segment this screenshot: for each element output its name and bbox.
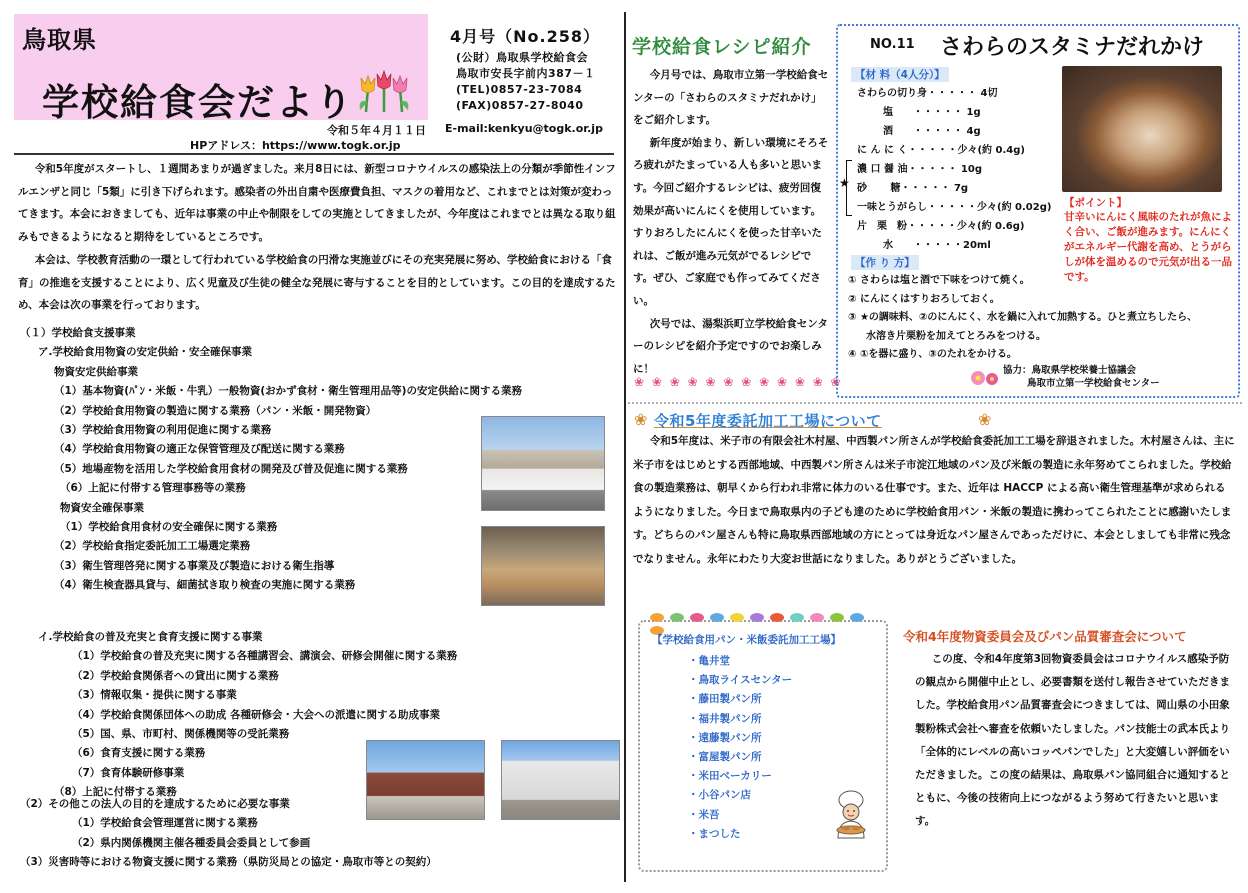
organization-info: [456, 50, 595, 114]
factory-list-item: ・小谷パン店: [688, 789, 751, 802]
point-body: 甘辛いにんにく風味のたれが魚によく合い、ご飯が進みます。にんにくがエネルギー代謝を高め、とうがらしが体を温めるので元気が出る一品です。: [1064, 211, 1232, 283]
business-subheading: ア.学校給食用物資の安定供給・安全確保事業: [38, 346, 252, 359]
org-name: (公財）鳥取県学校給食会: [456, 51, 589, 64]
org-fax: (FAX)0857-27-8040: [456, 99, 584, 112]
photo-warehouse: [481, 526, 605, 606]
business-item: （1）学校給食の普及充実に関する各種講習会、講演会、研修会開催に関する業務: [72, 650, 458, 663]
bead: [750, 613, 764, 622]
factory-paragraph: 令和5年度は、米子市の有限会社木村屋、中西製パン所さんが学校給食委託加工工場を辞退されました。木村屋さんは、主に米子市をはじめとする西部地域、中西製パン所さんは米子市淀江地域のパン及び米飯の製造に永年努めてこられました。学校給食の製造業務は、朝早くから行われ非常に体力のいる仕事です。また、近年は HACCP による高い衛生管理基準が求められるようになりました。今日まで鳥取県内の子ども達のために学校給食用パン・米飯の製造に携わってこられたことに感謝いたします。どちらのパン屋さんも特に鳥取県西部地域の方にとっては身近なパン屋さんであっただけに、本会としましても非常に残念でなりません。永年にわたり大変お世話になりました。ありがとうございました。: [633, 435, 1235, 565]
business-item: （7）食育体験研修事業: [72, 766, 185, 779]
photo-delivery-trucks: [481, 416, 605, 511]
business-item: （6）上記に付帯する管理事務等の業務: [60, 482, 246, 495]
business-item: （2）県内関係機関主催各種委員会委員として参画: [72, 836, 311, 849]
bead: [690, 613, 704, 622]
business-category: 物資安定供給事業: [54, 365, 138, 378]
steps-list: [848, 272, 1197, 365]
business-item: （2）学校給食関係者への貸出に関する業務: [72, 669, 279, 682]
recipe-intro-paragraph: 次号では、湯梨浜町立学校給食センターのレシピを紹介予定ですのでお楽しみに！: [633, 317, 828, 375]
intro-paragraph-2: 本会は、学校教育活動の一環として行われている学校給食の円滑な実施並びにその充実発展に努め、学校給食における「食育」の推進を支援することにより、広く児童及び生徒の健全な発展に寄与することを目的としています。この目的を達成するため、本会は次の事業を行っております。: [18, 254, 616, 311]
business-item: （6）食育支援に関する業務: [72, 747, 206, 760]
recipe-number: NO.11: [870, 37, 915, 52]
business-item: （2）学校給食用物資の製造に関する業務（パン・米飯・開発物資）: [54, 404, 377, 417]
star-icon: ★: [839, 176, 850, 190]
business-heading: （１）学校給食支援事業: [20, 327, 136, 339]
bead: [810, 613, 824, 622]
factory-list-heading: 【学校給食用パン・米飯委託加工工場】: [652, 634, 841, 646]
recipe-intro: [633, 64, 829, 380]
org-address: 鳥取市安長字前内387－１: [456, 67, 596, 80]
photo-building-1: [366, 740, 485, 820]
business-heading: （2）その他この法人の目的を達成するために必要な事業: [20, 798, 290, 810]
ingredient: さわらの切り身・・・・・ 4切: [857, 88, 998, 99]
bead: [850, 613, 864, 622]
recipe-step: ③ ★の調味料、②のにんにく、水を鍋に入れて加熱する。ひと煮立ちしたら、: [848, 312, 1198, 323]
masthead-title: 学校給食会だより: [42, 81, 354, 124]
steps-heading: 【作 り 方】: [851, 255, 919, 270]
bead-garland: [650, 612, 882, 626]
business-item: （1）学校給食会管理運営に関する業務: [72, 817, 258, 830]
leaf-icon: ❀: [634, 410, 648, 429]
flower-divider: ❀ ❀ ❀ ❀ ❀ ❀ ❀ ❀ ❀ ❀ ❀ ❀: [634, 375, 843, 389]
header-divider: [14, 153, 614, 155]
factory-section-title: 令和5年度委託加工工場について: [654, 412, 882, 430]
cooperation-line: 協力：鳥取県学校栄養士協議会: [1003, 365, 1137, 376]
review-section-title: 令和4年度物資委員会及びパン品質審査会について: [903, 629, 1187, 644]
factory-list-item: ・藤田製パン所: [688, 693, 762, 706]
recipe-intro-paragraph: 今月号では、鳥取市立第一学校給食センターの「さわらのスタミナだれかけ」をご紹介します。: [633, 69, 829, 127]
recipe-step: ④ ①を器に盛り、③のたれをかける。: [848, 349, 1017, 360]
business-item: （4）学校給食用物資の適正な保管管理及び配送に関する業務: [54, 443, 345, 456]
ingredient: 濃 口 醤 油・・・・・ 10g: [857, 164, 982, 175]
section-divider: [628, 402, 1242, 404]
recipe-intro-paragraph: 新年度が始まり、新しい環境にそろそろ疲れがたまっている人も多いと思います。今回ご紹介するレシピは、疲労回復効果が高いにんにくを使用しています。すりおろしたにんにくを使った甘辛いたれは、ご飯が進み元気がでるレシピです。ぜひ、ご家庭でも作ってみてください。: [633, 136, 829, 307]
business-item: （3）情報収集・提供に関する事業: [72, 689, 237, 702]
business-item: （4）学校給食関係団体への助成 各種研修会・大会への派遣に関する助成事業: [72, 708, 440, 721]
factory-list-item: ・遠藤製パン所: [688, 731, 762, 744]
factory-list-item: ・福井製パン所: [688, 712, 762, 725]
factory-list-item: ・亀井堂: [688, 655, 730, 667]
bead: [790, 613, 804, 622]
business-item: （3）衛生管理啓発に関する事業及び製造における衛生指導: [54, 559, 335, 572]
business-item: （2）学校給食指定委託加工工場選定業務: [54, 540, 251, 553]
baker-icon: [826, 790, 876, 844]
recipe-name: さわらのスタミナだれかけ: [940, 35, 1205, 60]
issue-number: 4月号（No.258）: [450, 27, 600, 46]
recipe-step: ① さわらは塩と酒で下味をつけて焼く。: [848, 275, 1030, 286]
leaf-icon: ❀: [978, 410, 992, 429]
ingredient: 一味とうがらし・・・・・少々(約 0.02g): [857, 202, 1052, 213]
business-item: （5）国、県、市町村、関係機関等の受託業務: [72, 728, 290, 741]
business-item: （4）衛生検査器具貸与、細菌拭き取り検査の実施に関する業務: [54, 579, 356, 592]
cooperation-credit: [1003, 365, 1160, 390]
ingredient: 砂 糖・・・・・ 7g: [857, 183, 969, 194]
intro-paragraph-1: 令和5年度がスタートし、１週間あまりが過ぎました。来月8日には、新型コロナウイルスの感染法上の分類が季節性インフルエンザと同じ「5類」に引き下げられます。感染者の外出自粛や医療費負担、マスクの着用など、これまでとは対策が変わってきます。本会におきましても、近年は事業の中止や制限をしての実施としてきましたが、今年度はこれまでとは異なる取り組みもできるようになると期待をしているところです。: [18, 163, 616, 243]
factory-list-item: ・富屋製パン所: [688, 751, 762, 764]
bead: [670, 613, 684, 622]
review-paragraph: この度、令和4年度第3回物資委員会はコロナウイルス感染予防の観点から開催中止とし、必要書類を送付し報告させていただきました。学校給食用パン品質審査会につきましては、岡山県の小田象製粉株式会社へ審査を依頼いたしました。パン技能士の武本氏より「全体的にレベルの高いコッペパンでした」と大変嬉しい評価をいただきました。この度の結果は、鳥取県パン協同組合に通知するとともに、今後の技術向上につながるよう努めて行きたいと思います。: [915, 653, 1230, 828]
ingredient: 片 栗 粉・・・・・少々(約 0.6g): [857, 221, 1025, 232]
cooperation-line: 鳥取市立第一学校給食センター: [1027, 377, 1160, 389]
ingredient: 塩 ・・・・・ 1g: [883, 107, 981, 118]
business-item: （1）学校給食用食材の安全確保に関する業務: [60, 521, 278, 534]
factory-list-item: ・鳥取ライスセンター: [688, 674, 793, 687]
bead: [730, 613, 744, 622]
review-body: [915, 648, 1237, 834]
issue-date: 令和５年４月１１日: [327, 124, 426, 137]
recipe-step: 水溶き片栗粉を加えてとろみをつける。: [866, 330, 1046, 342]
business-item: （1）基本物資(ﾊﾟﾝ・米飯・牛乳）一般物資(おかず食材・衛生管理用品等)の安定供給に関する業務: [54, 385, 522, 398]
photo-building-2: [501, 740, 620, 820]
business-list-support: [20, 324, 522, 596]
ingredient: 水 ・・・・・20ml: [883, 240, 991, 251]
factory-list-item: ・米田ベーカリー: [688, 770, 772, 783]
masthead-prefecture: 鳥取県: [22, 26, 97, 54]
factory-body: [633, 430, 1235, 571]
recipe-step: ② にんにくはすりおろしておく。: [848, 293, 1000, 305]
homepage-address: HPアドレス：https://www.togk.or.jp: [190, 139, 401, 152]
factory-list: [688, 652, 792, 844]
bead: [710, 613, 724, 622]
business-item: （8）上記に付帯する業務: [54, 786, 177, 799]
org-tel: (TEL)0857-23-7084: [456, 83, 583, 96]
ingredients-list: [857, 84, 1051, 255]
bead: [650, 613, 664, 622]
factory-list-item: ・まつした: [688, 827, 741, 840]
business-heading: （3）災害時等における物資支援に関する業務（県防災局との協定・鳥取市等との契約）: [20, 856, 437, 869]
recipe-section-title: 学校給食レシピ紹介: [632, 36, 812, 58]
bead: [770, 613, 784, 622]
business-subheading: イ.学校給食の普及充実と食育支援に関する事業: [38, 631, 263, 643]
contact-email: E-mail:kenkyu@togk.or.jp: [445, 122, 603, 135]
point-heading: 【ポイント】: [1064, 197, 1127, 209]
business-item: （3）学校給食用物資の利用促進に関する業務: [54, 424, 272, 437]
ingredients-heading: 【材 料（4人分）】: [851, 67, 949, 82]
business-category: 物資安全確保事業: [60, 501, 144, 514]
tulip-icon: [354, 68, 414, 114]
factory-list-item: ・米吾: [688, 808, 720, 821]
ingredient: に ん に く・・・・・少々(約 0.4g): [857, 145, 1025, 156]
flower-icon: [968, 368, 1002, 388]
page-divider: [624, 12, 626, 882]
business-item: （5）地場産物を活用した学校給食用食材の開発及び普及促進に関する業務: [54, 462, 408, 475]
bead: [830, 613, 844, 622]
ingredient: 酒 ・・・・・ 4g: [883, 126, 981, 137]
photo-recipe-dish: [1062, 66, 1222, 192]
